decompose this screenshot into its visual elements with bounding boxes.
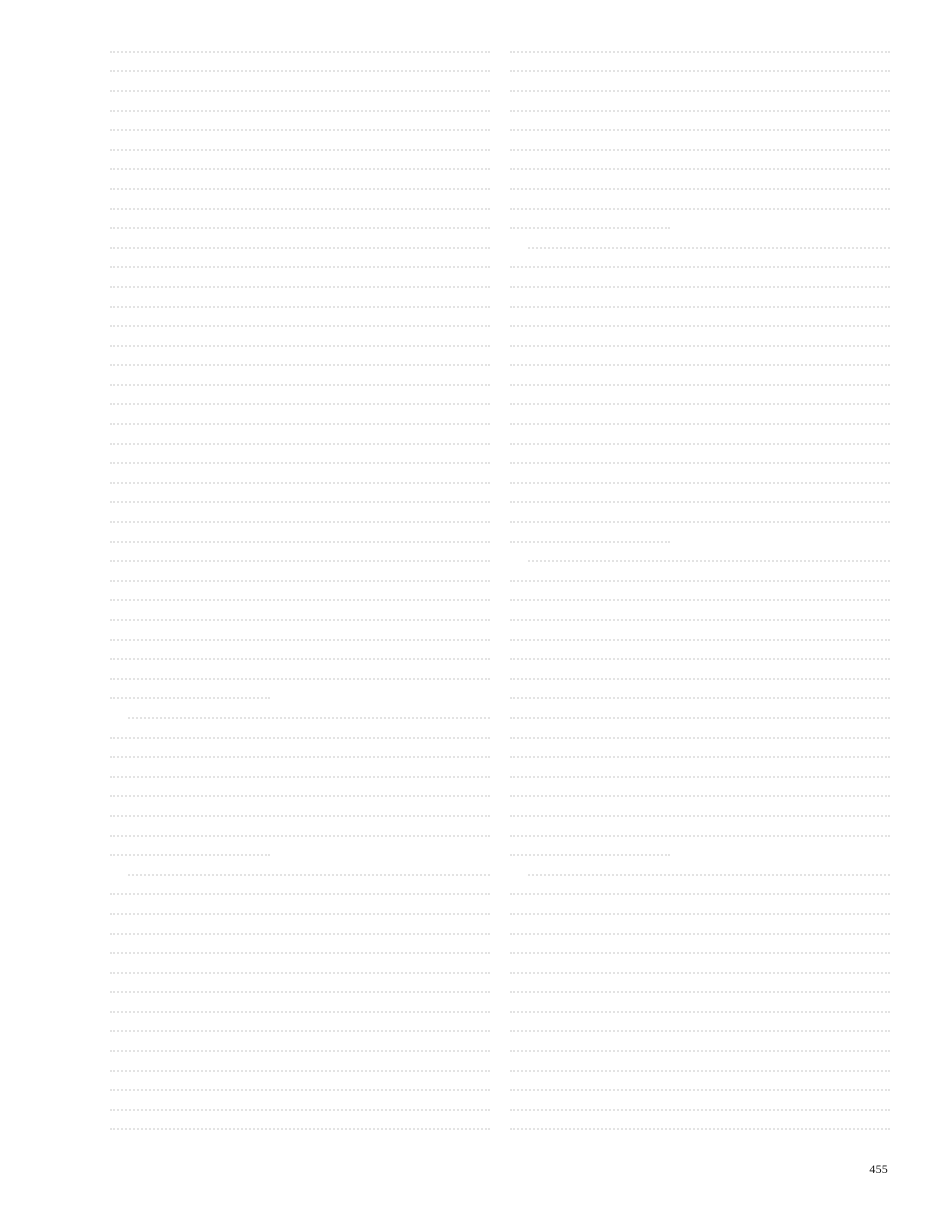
right-line-40 bbox=[510, 806, 890, 826]
left-line-44 bbox=[110, 885, 490, 905]
right-line-8 bbox=[510, 179, 890, 199]
left-line-35 bbox=[110, 708, 490, 728]
left-line-33 bbox=[110, 669, 490, 689]
left-line-13 bbox=[110, 277, 490, 297]
right-line-15 bbox=[510, 316, 890, 336]
right-line-7 bbox=[510, 160, 890, 180]
left-line-12 bbox=[110, 258, 490, 278]
left-line-56 bbox=[110, 1120, 490, 1140]
left-line-40 bbox=[110, 806, 490, 826]
left-line-9 bbox=[110, 199, 490, 219]
left-line-25 bbox=[110, 512, 490, 532]
left-line-36 bbox=[110, 728, 490, 748]
left-line-30 bbox=[110, 610, 490, 630]
left-line-55 bbox=[110, 1100, 490, 1120]
left-line-34 bbox=[110, 689, 490, 709]
right-line-1 bbox=[510, 42, 890, 62]
right-line-26 bbox=[510, 532, 890, 552]
left-line-31 bbox=[110, 630, 490, 650]
right-line-37 bbox=[510, 747, 890, 767]
left-line-29 bbox=[110, 591, 490, 611]
right-line-27 bbox=[510, 551, 890, 571]
right-line-56 bbox=[510, 1120, 890, 1140]
right-line-25 bbox=[510, 512, 890, 532]
left-line-4 bbox=[110, 101, 490, 121]
left-line-39 bbox=[110, 787, 490, 807]
left-line-5 bbox=[110, 120, 490, 140]
left-line-3 bbox=[110, 81, 490, 101]
left-line-6 bbox=[110, 140, 490, 160]
right-line-22 bbox=[510, 453, 890, 473]
left-line-24 bbox=[110, 493, 490, 513]
page-number: 455 bbox=[869, 1162, 888, 1176]
right-line-12 bbox=[510, 258, 890, 278]
right-line-28 bbox=[510, 571, 890, 591]
left-line-43 bbox=[110, 865, 490, 885]
right-line-45 bbox=[510, 904, 890, 924]
left-line-45 bbox=[110, 904, 490, 924]
right-text-column bbox=[510, 42, 890, 1160]
right-line-20 bbox=[510, 414, 890, 434]
left-line-41 bbox=[110, 826, 490, 846]
left-line-8 bbox=[110, 179, 490, 199]
right-line-5 bbox=[510, 120, 890, 140]
right-line-53 bbox=[510, 1061, 890, 1081]
right-line-50 bbox=[510, 1002, 890, 1022]
right-line-21 bbox=[510, 434, 890, 454]
left-line-10 bbox=[110, 218, 490, 238]
left-line-15 bbox=[110, 316, 490, 336]
right-line-33 bbox=[510, 669, 890, 689]
right-line-32 bbox=[510, 649, 890, 669]
left-line-7 bbox=[110, 160, 490, 180]
left-line-19 bbox=[110, 395, 490, 415]
right-line-18 bbox=[510, 375, 890, 395]
left-line-2 bbox=[110, 62, 490, 82]
right-line-19 bbox=[510, 395, 890, 415]
left-line-49 bbox=[110, 983, 490, 1003]
left-line-23 bbox=[110, 473, 490, 493]
left-line-1 bbox=[110, 42, 490, 62]
left-line-14 bbox=[110, 297, 490, 317]
left-line-18 bbox=[110, 375, 490, 395]
left-line-37 bbox=[110, 747, 490, 767]
left-line-46 bbox=[110, 924, 490, 944]
left-line-42 bbox=[110, 845, 490, 865]
left-line-48 bbox=[110, 963, 490, 983]
left-text-column bbox=[110, 42, 490, 1160]
right-line-4 bbox=[510, 101, 890, 121]
left-line-32 bbox=[110, 649, 490, 669]
right-line-55 bbox=[510, 1100, 890, 1120]
left-line-27 bbox=[110, 551, 490, 571]
right-line-13 bbox=[510, 277, 890, 297]
right-line-2 bbox=[510, 62, 890, 82]
left-line-16 bbox=[110, 336, 490, 356]
right-line-24 bbox=[510, 493, 890, 513]
right-line-44 bbox=[510, 885, 890, 905]
right-line-11 bbox=[510, 238, 890, 258]
right-line-3 bbox=[510, 81, 890, 101]
right-line-42 bbox=[510, 845, 890, 865]
left-line-26 bbox=[110, 532, 490, 552]
right-line-46 bbox=[510, 924, 890, 944]
left-line-22 bbox=[110, 453, 490, 473]
right-line-34 bbox=[510, 689, 890, 709]
left-line-52 bbox=[110, 1041, 490, 1061]
right-line-23 bbox=[510, 473, 890, 493]
right-line-30 bbox=[510, 610, 890, 630]
right-line-29 bbox=[510, 591, 890, 611]
left-line-53 bbox=[110, 1061, 490, 1081]
right-line-51 bbox=[510, 1022, 890, 1042]
left-line-20 bbox=[110, 414, 490, 434]
left-line-28 bbox=[110, 571, 490, 591]
right-line-38 bbox=[510, 767, 890, 787]
left-line-54 bbox=[110, 1080, 490, 1100]
right-line-14 bbox=[510, 297, 890, 317]
right-line-47 bbox=[510, 943, 890, 963]
right-line-39 bbox=[510, 787, 890, 807]
right-line-48 bbox=[510, 963, 890, 983]
right-line-41 bbox=[510, 826, 890, 846]
left-line-47 bbox=[110, 943, 490, 963]
left-line-51 bbox=[110, 1022, 490, 1042]
left-line-17 bbox=[110, 356, 490, 376]
right-line-54 bbox=[510, 1080, 890, 1100]
right-line-52 bbox=[510, 1041, 890, 1061]
left-line-21 bbox=[110, 434, 490, 454]
left-line-50 bbox=[110, 1002, 490, 1022]
right-line-16 bbox=[510, 336, 890, 356]
right-line-17 bbox=[510, 356, 890, 376]
left-line-11 bbox=[110, 238, 490, 258]
right-line-6 bbox=[510, 140, 890, 160]
right-line-10 bbox=[510, 218, 890, 238]
right-line-36 bbox=[510, 728, 890, 748]
right-line-35 bbox=[510, 708, 890, 728]
right-line-43 bbox=[510, 865, 890, 885]
left-line-38 bbox=[110, 767, 490, 787]
right-line-9 bbox=[510, 199, 890, 219]
right-line-49 bbox=[510, 983, 890, 1003]
right-line-31 bbox=[510, 630, 890, 650]
